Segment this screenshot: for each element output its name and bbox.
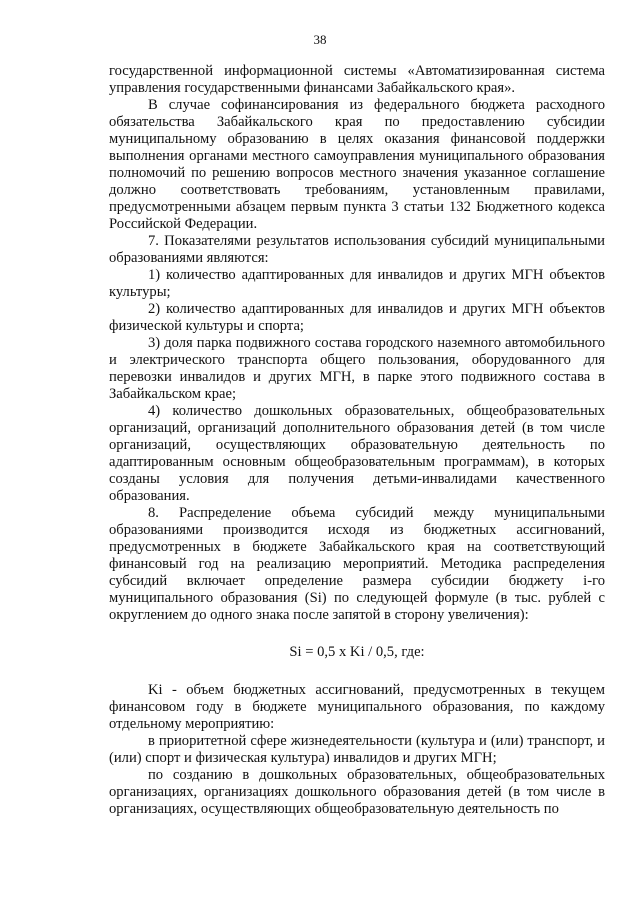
paragraph: 2) количество адаптированных для инвалидов и других МГН объектов физической культуры и спорта; (109, 301, 605, 334)
paragraph: 7. Показателями результатов использования субсидий муниципальными образованиями являются: (109, 233, 605, 266)
paragraph: государственной информационной системы «Автоматизированная система управления государственными финансами Забайкальского края». (109, 63, 605, 96)
paragraph: 4) количество дошкольных образовательных, общеобразовательных организаций, организаций дополнительного образования детей (в том числе организаций, осуществляющих образовательную деятельность по адаптированным основным общеобразовательным программам), в которых созданы условия для получения детьми-инвалидами качественного образования. (109, 403, 605, 504)
paragraph: В случае софинансирования из федерального бюджета расходного обязательства Забайкальского края по предоставлению субсидии муниципальному образованию в целях оказания финансовой поддержки выполнения органами местного самоуправления муниципального образования полномочий по решению вопросов местного значения указанное соглашение должно соответствовать требованиям, установленным правилами, предусмотренными абзацем первым пункта 3 статьи 132 Бюджетного кодекса Российской Федерации. (109, 97, 605, 232)
formula: Si = 0,5 x Ki / 0,5, где: (289, 644, 425, 660)
paragraph: 3) доля парка подвижного состава городского наземного автомобильного и электрического транспорта общего пользования, оборудованного для перевозки инвалидов и других МГН, в парке этого подвижного состава в Забайкальском крае; (109, 335, 605, 402)
paragraph: 1) количество адаптированных для инвалидов и других МГН объектов культуры; (109, 267, 605, 300)
paragraph: по созданию в дошкольных образовательных, общеобразовательных организациях, организациях дошкольного образования детей (в том числе в организациях, осуществляющих общеобразовательную деятельность по (109, 767, 605, 817)
paragraph: в приоритетной сфере жизнедеятельности (культура и (или) транспорт, и (или) спорт и физическая культура) инвалидов и других МГН; (109, 733, 605, 766)
paragraph: 8. Распределение объема субсидий между муниципальными образованиями производится исходя из бюджетных ассигнований, предусмотренных в бюджете Забайкальского края на соответствующий финансовый год на реализацию мероприятий. Методика распределения субсидий включает определение размера субсидии бюджету i-го муниципального образования (Si) по следующей формуле (в тыс. рублей с округлением до одного знака после запятой в сторону увеличения): (109, 505, 605, 623)
paragraph: Ki - объем бюджетных ассигнований, предусмотренных в текущем финансовом году в бюджете муниципального образования, по каждому отдельному мероприятию: (109, 682, 605, 732)
body-text (109, 63, 605, 818)
page-number: 38 (313, 32, 327, 47)
